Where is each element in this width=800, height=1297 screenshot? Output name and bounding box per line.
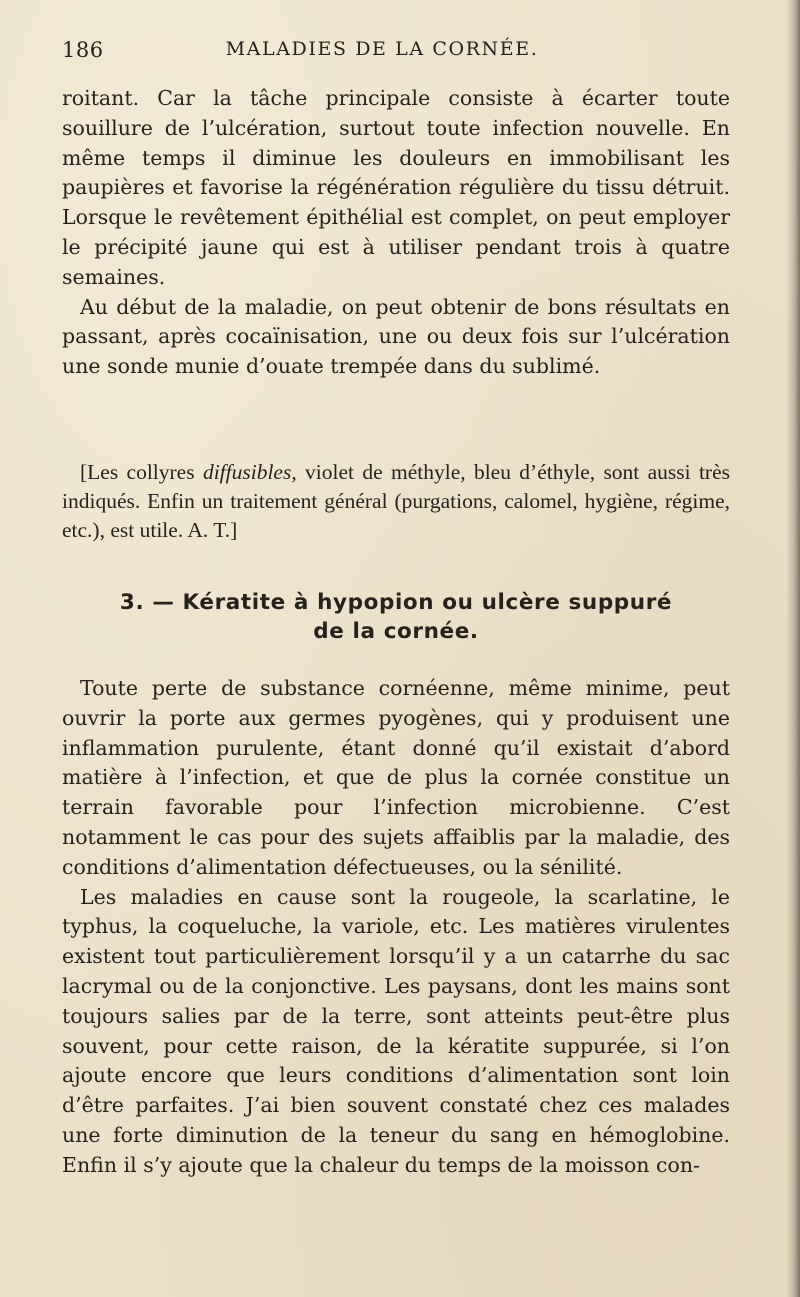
editor-note [62, 458, 730, 545]
note-suffix: , violet de méthyle, bleu d’éthyle, sont aussi très indiqués. Enfin un traitement général (purgations, calomel, hygiène, régime, etc.), est utile. A. T.] [62, 460, 730, 542]
paragraph-continued: roitant. Car la tâche principale consiste à écarter toute souillure de l’ulcération, surtout toute infection nouvelle. En même temps il diminue les douleurs en immobilisant les paupières et favorise la régénération régulière du tissu détruit. Lorsque le revêtement épithélial est complet, on peut employer le précipité jaune qui est à utiliser pendant trois à quatre semaines. [62, 86, 730, 289]
page-header [62, 38, 734, 66]
section-number: 3. — [119, 590, 175, 615]
section-title-part-1: Kératite à hypopion ou ulcère suppuré [182, 590, 673, 615]
editor-note-text [62, 458, 730, 545]
section-heading [62, 588, 730, 646]
paragraph-causes: Toute perte de substance cornéenne, même minime, peut ouvrir la porte aux germes pyogènes, qui y produisent une inflammation purulente, étant donné qu’il existait d’abord matière à l’infection, et que de plus la cornée constitue un terrain favorable pour l’infection microbienne. C’est notamment le cas pour des sujets affaiblis par la maladie, des conditions d’alimentation défectueuses, ou la sénilité. [62, 676, 730, 879]
note-emphasis: diffusibles [202, 460, 292, 484]
lower-text-block [62, 674, 730, 1181]
upper-text-block [62, 84, 730, 382]
page-number: 186 [62, 38, 104, 62]
paragraph-diseases: Les maladies en cause sont la rougeole, la scarlatine, le typhus, la coqueluche, la variole, etc. Les matières virulentes existent tout particulièrement lorsqu’il y a un catarrhe du sac lacrymal ou de la conjonctive. Les paysans, dont les mains sont toujours salies par de la terre, sont atteints peut-être plus souvent, pour cette raison, de la kératite suppurée, si l’on ajoute encore que leurs conditions d’alimentation sont loin d’être parfaites. J’ai bien souvent constaté chez ces malades une forte diminution de la teneur du sang en hémoglobine. Enfin il s’y ajoute que la chaleur du temps de la moisson con- [62, 884, 730, 1177]
running-head: MALADIES DE LA CORNÉE. [225, 38, 539, 60]
section-title-part-2: de la cornée. [313, 619, 479, 644]
page-edge-shadow [786, 0, 800, 1297]
note-prefix: [Les collyres [80, 460, 203, 484]
paragraph-treatment: Au début de la maladie, on peut obtenir de bons résultats en passant, après cocaïnisation, une ou deux fois sur l’ulcération une sonde munie d’ouate trempée dans du sublimé. [62, 294, 730, 379]
section-heading-line-1 [62, 588, 730, 617]
